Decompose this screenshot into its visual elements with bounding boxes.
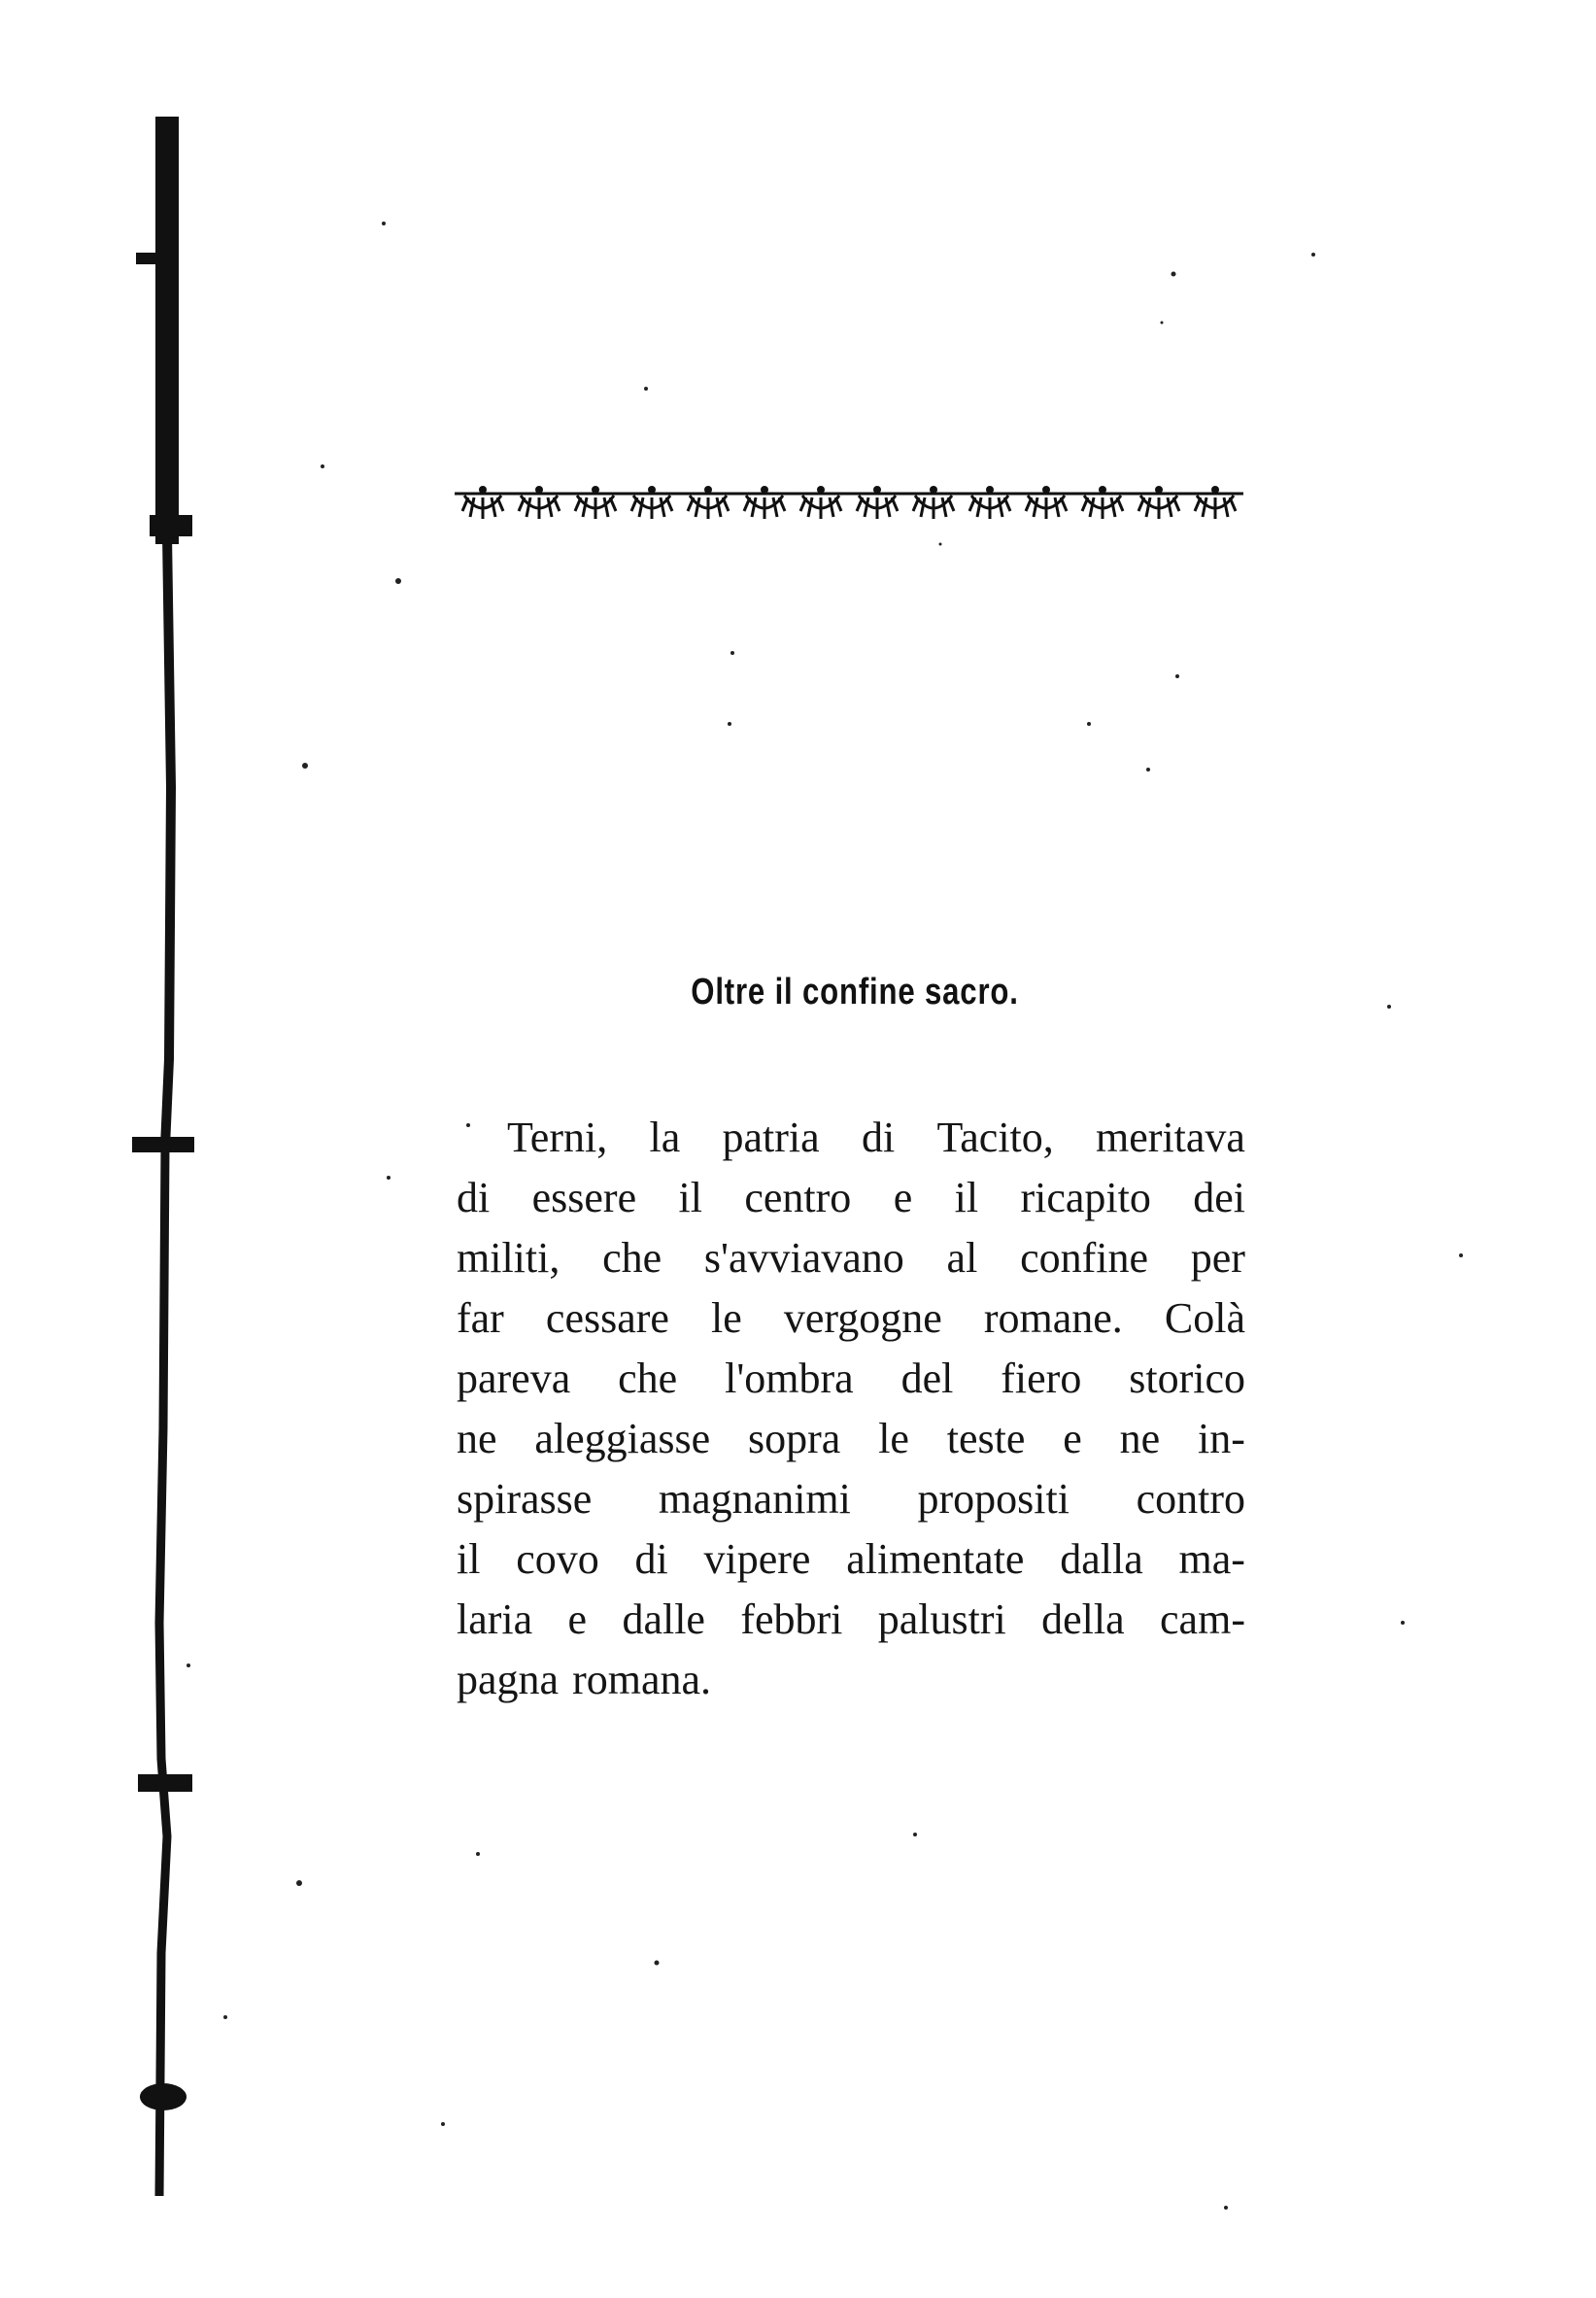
text-line — [457, 1228, 1245, 1288]
ornamental-rule — [455, 480, 1243, 529]
word: ne — [457, 1415, 497, 1462]
word: meritava — [1096, 1114, 1245, 1161]
word: storico — [1129, 1355, 1245, 1402]
word: romane. — [983, 1294, 1123, 1342]
word: contro — [1136, 1475, 1245, 1523]
word: militi, — [457, 1234, 560, 1282]
word: teste — [946, 1415, 1026, 1462]
word: Colà — [1164, 1294, 1245, 1342]
text-line — [457, 1529, 1245, 1590]
word: ne — [1119, 1415, 1161, 1462]
word: di — [861, 1114, 896, 1161]
word: pareva — [457, 1355, 571, 1402]
text-line — [457, 1409, 1245, 1469]
word: e — [893, 1174, 913, 1221]
binding-edge — [78, 107, 194, 2206]
word: e — [567, 1595, 588, 1643]
chapter-title: Oltre il confine sacro. — [691, 972, 1019, 1012]
word: le — [711, 1294, 742, 1342]
word: s'avviavano — [703, 1234, 904, 1282]
word: dei — [1193, 1174, 1245, 1221]
word: romana. — [572, 1656, 711, 1703]
text-line — [457, 1650, 1245, 1710]
word: di — [634, 1535, 668, 1583]
word: cessare — [545, 1294, 669, 1342]
word: del — [900, 1355, 954, 1402]
word: laria — [457, 1595, 533, 1643]
word: aleggiasse — [534, 1415, 711, 1462]
word: centro — [744, 1174, 852, 1221]
word: al — [946, 1234, 978, 1282]
word: vergogne — [783, 1294, 942, 1342]
word: Tacito, — [936, 1114, 1054, 1161]
word: sopra — [748, 1415, 841, 1462]
word: covo — [516, 1535, 599, 1583]
word: della — [1041, 1595, 1125, 1643]
text-line — [457, 1168, 1245, 1228]
text-line — [457, 1469, 1245, 1529]
word: cam- — [1160, 1595, 1245, 1643]
word: in- — [1198, 1415, 1245, 1462]
word: confine — [1020, 1234, 1148, 1282]
word: essere — [531, 1174, 637, 1221]
text-line — [457, 1288, 1245, 1349]
word: il — [678, 1174, 702, 1221]
word: spirasse — [457, 1475, 593, 1523]
word: la — [649, 1114, 681, 1161]
word: il — [457, 1535, 481, 1583]
word: vipere — [703, 1535, 811, 1583]
word: fiero — [1001, 1355, 1082, 1402]
word: ma- — [1178, 1535, 1245, 1583]
word: per — [1190, 1234, 1245, 1282]
word: dalla — [1060, 1535, 1143, 1583]
word: il — [954, 1174, 979, 1221]
word: di — [457, 1174, 491, 1221]
word: e — [1063, 1415, 1082, 1462]
text-line — [457, 1108, 1245, 1168]
text-line — [457, 1349, 1245, 1409]
text-line — [457, 1590, 1245, 1650]
word: propositi — [917, 1475, 1070, 1523]
word: le — [878, 1415, 909, 1462]
body-paragraph — [457, 1108, 1245, 1710]
word: dalle — [622, 1595, 705, 1643]
word: che — [618, 1355, 678, 1402]
word: che — [602, 1234, 662, 1282]
word: patria — [722, 1114, 820, 1161]
word: Terni, — [507, 1114, 608, 1161]
word: febbri — [740, 1595, 843, 1643]
word: palustri — [877, 1595, 1006, 1643]
word: alimentate — [846, 1535, 1025, 1583]
word: l'ombra — [725, 1355, 854, 1402]
word: ricapito — [1020, 1174, 1151, 1221]
word: pagna — [457, 1656, 560, 1703]
word: magnanimi — [658, 1475, 851, 1523]
word: far — [457, 1294, 504, 1342]
